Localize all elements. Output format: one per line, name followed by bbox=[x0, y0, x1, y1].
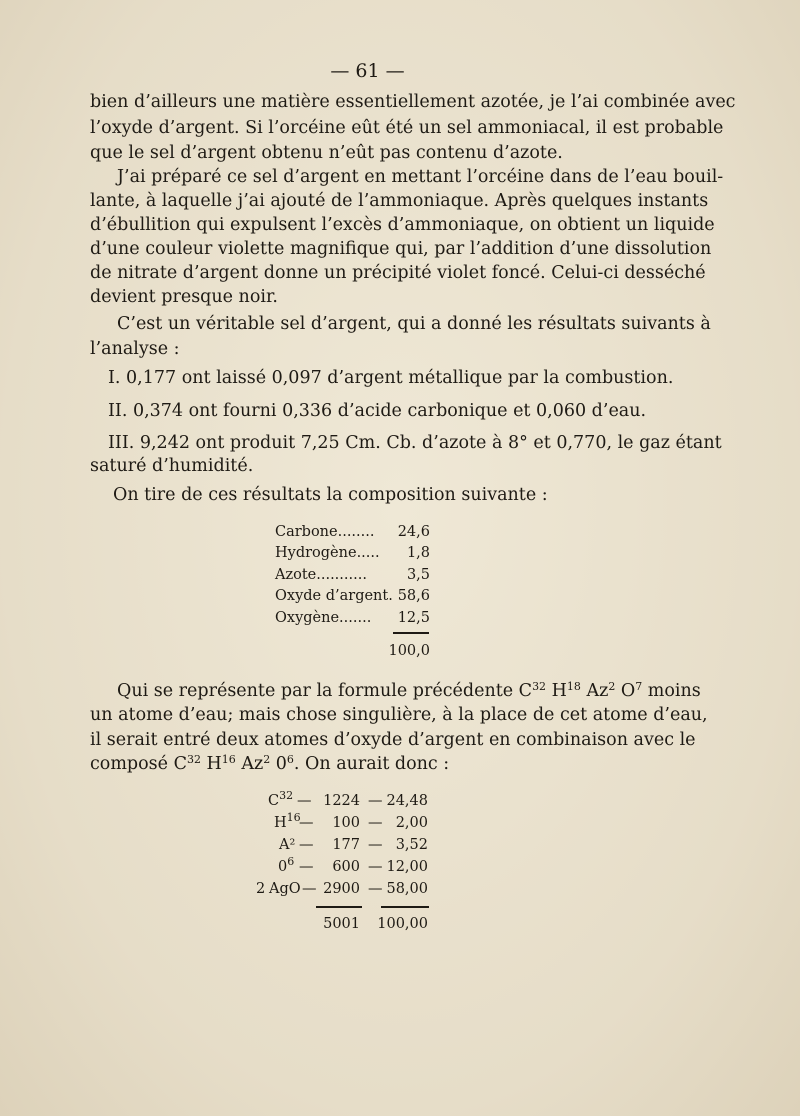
text-line: lante, à laquelle j’ai ajouté de l’ammoniaque. Après quelques instants bbox=[90, 191, 709, 211]
composition-label: Hydrogène..... bbox=[275, 545, 380, 561]
formula-mass: 600 bbox=[332, 859, 360, 875]
formula-mass: 1224 bbox=[323, 793, 360, 809]
formula-symbol: $H^{16}$ bbox=[274, 811, 301, 831]
formula-mass: 177 bbox=[332, 837, 360, 853]
text-line: bien d’ailleurs une matière essentiellement azotée, je l’ai combinée avec bbox=[90, 92, 736, 112]
page-number: — 61 — bbox=[330, 60, 405, 82]
text-line: devient presque noir. bbox=[90, 287, 278, 307]
total-rule bbox=[393, 632, 429, 634]
text-line: composé $C^{32}$ $H^{16}$ Az$^2$ $0^6$. On aurait donc : bbox=[90, 753, 450, 774]
composition-value: 3,5 bbox=[406, 567, 430, 583]
text-line: d’ébullition qui expulsent l’excès d’ammoniaque, on obtient un liquide bbox=[90, 215, 715, 235]
formula-coefficient: 2 bbox=[256, 881, 266, 897]
formula-mass: 100 bbox=[332, 815, 360, 831]
composition-total: 100,0 bbox=[388, 643, 430, 659]
composition-label: Carbone........ bbox=[275, 524, 375, 540]
mass-total-rule bbox=[316, 906, 362, 908]
composition-value: 1,8 bbox=[406, 545, 430, 561]
text-line: On tire de ces résultats la composition suivante : bbox=[113, 485, 548, 505]
formula-symbol: A² bbox=[279, 837, 296, 853]
formula-dash: — bbox=[368, 881, 383, 897]
text-line: J’ai préparé ce sel d’argent en mettant l’orcéine dans de l’eau bouil- bbox=[117, 167, 724, 187]
text-line: l’oxyde d’argent. Si l’orcéine eût été un sel ammoniacal, il est probable bbox=[90, 118, 724, 138]
analysis-line: saturé d’humidité. bbox=[90, 456, 254, 476]
formula-symbol: $C^{32}$ bbox=[268, 789, 294, 809]
formula-dash: — bbox=[299, 837, 314, 853]
percent-total-rule bbox=[381, 906, 429, 908]
composition-label: Oxygène....... bbox=[275, 610, 372, 626]
analysis-line: I. 0,177 ont laissé 0,097 d’argent métallique par la combustion. bbox=[108, 368, 674, 388]
text-line: Qui se représente par la formule précédente $C^{32}$ $H^{18}$ Az$^2$ $O^7$ moins bbox=[117, 680, 701, 701]
formula-percent: 12,00 bbox=[386, 859, 428, 875]
formula-dash: — bbox=[299, 815, 314, 831]
composition-value: 58,6 bbox=[397, 588, 430, 604]
formula-dash: — bbox=[368, 859, 383, 875]
text-line: un atome d’eau; mais chose singulière, à la place de cet atome d’eau, bbox=[90, 705, 708, 725]
formula-dash: — bbox=[368, 837, 383, 853]
formula-mass: 2900 bbox=[323, 881, 360, 897]
formula-percent: 24,48 bbox=[386, 793, 428, 809]
formula-dash: — bbox=[299, 859, 314, 875]
text-line: de nitrate d’argent donne un précipité violet foncé. Celui-ci desséché bbox=[90, 263, 706, 283]
formula-total-percent: 100,00 bbox=[377, 916, 428, 932]
analysis-line: II. 0,374 ont fourni 0,336 d’acide carbonique et 0,060 d’eau. bbox=[108, 401, 647, 421]
formula-symbol: AgO bbox=[269, 881, 301, 897]
formula-dash: — bbox=[302, 881, 317, 897]
formula-percent: 2,00 bbox=[395, 815, 428, 831]
composition-label: Oxyde d’argent. bbox=[275, 588, 393, 604]
analysis-line: III. 9,242 ont produit 7,25 Cm. Cb. d’azote à 8° et 0,770, le gaz étant bbox=[108, 433, 722, 453]
formula-dash: — bbox=[368, 793, 383, 809]
text-line: C’est un véritable sel d’argent, qui a donné les résultats suivants à bbox=[117, 314, 711, 334]
composition-value: 12,5 bbox=[397, 610, 430, 626]
formula-percent: 3,52 bbox=[395, 837, 428, 853]
formula-percent: 58,00 bbox=[386, 881, 428, 897]
text-line: que le sel d’argent obtenu n’eût pas contenu d’azote. bbox=[90, 143, 563, 163]
formula-dash: — bbox=[297, 793, 312, 809]
composition-value: 24,6 bbox=[397, 524, 430, 540]
formula-dash: — bbox=[368, 815, 383, 831]
text-line: l’analyse : bbox=[90, 339, 180, 359]
text-line: d’une couleur violette magnifique qui, par l’addition d’une dissolution bbox=[90, 239, 712, 259]
formula-symbol: $0^6$ bbox=[278, 855, 295, 875]
composition-label: Azote........... bbox=[275, 567, 367, 583]
formula-total-mass: 5001 bbox=[323, 916, 360, 932]
text-line: il serait entré deux atomes d’oxyde d’argent en combinaison avec le bbox=[90, 730, 696, 750]
